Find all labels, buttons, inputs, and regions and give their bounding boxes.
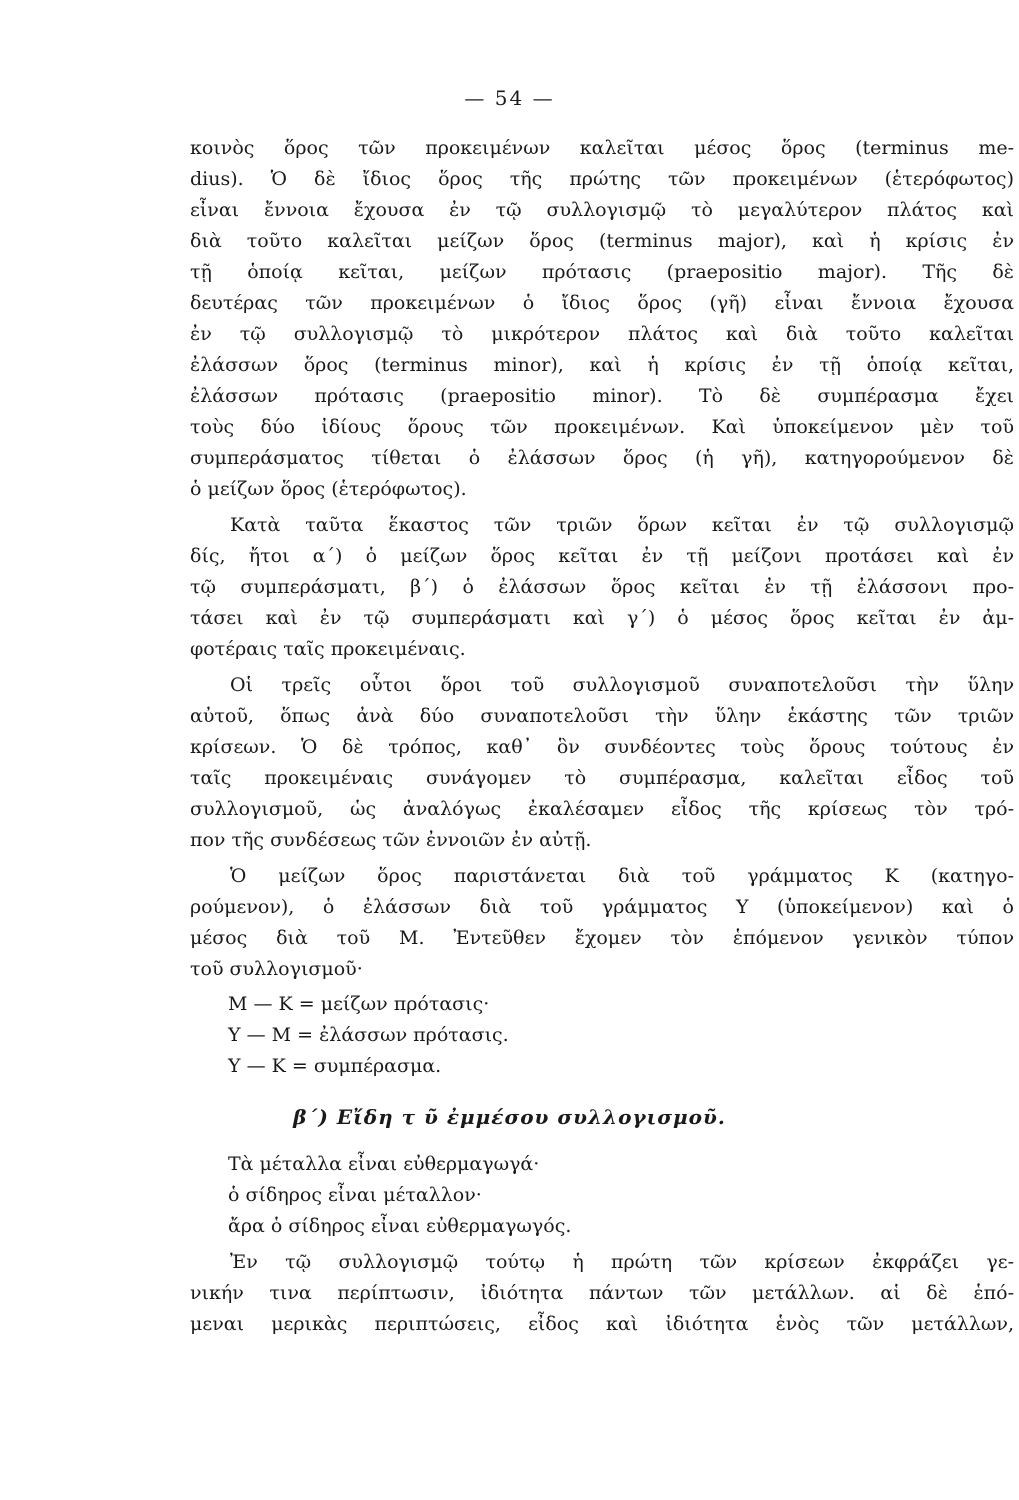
text-line: Τὰ μέταλλα εἶναι εὐθερμαγωγά· [228,1153,540,1175]
text-line: δευτέρας τῶν προκειμένων ὁ ἴδιος ὅρος (γῆ) εἶναι ἔννοια ἔχουσα [190,292,1014,314]
text-line: Κατὰ ταῦτα ἕκαστος τῶν τριῶν ὅρων κεῖται ἐν τῷ συλλογισμῷ [230,514,1014,536]
text-line: αὐτοῦ, ὅπως ἀνὰ δύο συναποτελοῦσι τὴν ὕλην ἑκάστης τῶν τριῶν [190,705,1014,727]
text-line: Οἱ τρεῖς οὗτοι ὅροι τοῦ συλλογισμοῦ συναποτελοῦσι τὴν ὕλην [230,674,1014,696]
text-line: διὰ τοῦτο καλεῖται μείζων ὅρος (terminus major), καὶ ἡ κρίσις ἐν [190,230,1014,252]
text-line: εἶναι ἔννοια ἔχουσα ἐν τῷ συλλογισμῷ τὸ μεγαλύτερον πλάτος καὶ [190,199,1014,221]
text-line: πον τῆς συνδέσεως τῶν ἐννοιῶν ἐν αὐτῇ. [190,829,592,851]
text-line: μεναι μερικὰς περιπτώσεις, εἶδος καὶ ἰδιότητα ἑνὸς τῶν μετάλλων, [190,1313,1014,1335]
text-line: τῷ συμπεράσματι, β΄) ὁ ἐλάσσων ὅρος κεῖται ἐν τῇ ἐλάσσονι προ- [190,576,1014,598]
text-line: Ὁ μείζων ὅρος παριστάνεται διὰ τοῦ γράμματος Κ (κατηγο- [230,865,1014,887]
text-line: ὁ μείζων ὅρος (ἑτερόφωτος). [190,478,467,500]
text-line: φοτέραις ταῖς προκειμέναις. [190,638,466,660]
text-line: μέσος διὰ τοῦ Μ. Ἐντεῦθεν ἔχομεν τὸν ἑπόμενον γενικὸν τύπον [190,927,1014,949]
text-line: ἐλάσσων ὅρος (terminus minor), καὶ ἡ κρίσις ἐν τῇ ὁποίᾳ κεῖται, [190,354,1014,376]
section-heading: β΄) Εἴδη τ ῦ ἐμμέσου συλλογισμοῦ. [293,1105,726,1129]
text-line: τοῦ συλλογισμοῦ· [190,958,363,980]
formula-line: Υ — Μ = ἐλάσσων πρότασις. [228,1024,509,1046]
text-line: Ἐν τῷ συλλογισμῷ τούτῳ ἡ πρώτη τῶν κρίσεων ἐκφράζει γε- [230,1251,1014,1273]
text-line: τῇ ὁποίᾳ κεῖται, μείζων πρότασις (praepositio major). Τῆς δὲ [190,261,1014,283]
text-line: τάσει καὶ ἐν τῷ συμπεράσματι καὶ γ΄) ὁ μέσος ὅρος κεῖται ἐν ἀμ- [190,607,1014,629]
text-line: ἐν τῷ συλλογισμῷ τὸ μικρότερον πλάτος καὶ διὰ τοῦτο καλεῖται [190,323,1014,345]
text-line: κοινὸς ὅρος τῶν προκειμένων καλεῖται μέσος ὅρος (terminus me- [190,137,1014,159]
text-line: dius). Ὁ δὲ ἴδιος ὅρος τῆς πρώτης τῶν προκειμένων (ἑτερόφωτος) [190,168,1014,190]
text-line: νικήν τινα περίπτωσιν, ἰδιότητα πάντων τῶν μετάλλων. αἱ δὲ ἑπό- [190,1282,1014,1304]
text-line: ἐλάσσων πρότασις (praepositio minor). Τὸ δὲ συμπέρασμα ἔχει [190,385,1014,407]
text-line: δίς, ἤτοι α΄) ὁ μείζων ὅρος κεῖται ἐν τῇ μείζονι προτάσει καὶ ἐν [190,545,1014,567]
formula-line: Υ — Κ = συμπέρασμα. [228,1055,442,1077]
text-line: ἄρα ὁ σίδηρος εἶναι εὐθερμαγωγός. [228,1215,572,1237]
formula-line: Μ — Κ = μείζων πρότασις· [228,993,490,1015]
text-line: ρούμενον), ὁ ἐλάσσων διὰ τοῦ γράμματος Υ (ὑποκείμενον) καὶ ὁ [190,896,1014,918]
text-line: ὁ σίδηρος εἶναι μέταλλον· [228,1184,482,1206]
text-line: συμπεράσματος τίθεται ὁ ἐλάσσων ὅρος (ἡ γῆ), κατηγορούμενον δὲ [190,447,1014,469]
text-line: ταῖς προκειμέναις συνάγομεν τὸ συμπέρασμα, καλεῖται εἶδος τοῦ [190,767,1014,789]
text-line: συλλογισμοῦ, ὡς ἀναλόγως ἐκαλέσαμεν εἶδος τῆς κρίσεως τὸν τρό- [190,798,1014,820]
page-number: — 54 — [464,86,555,110]
text-line: κρίσεων. Ὁ δὲ τρόπος, καθ᾽ ὃν συνδέοντες τοὺς ὅρους τούτους ἐν [190,736,1014,758]
text-line: τοὺς δύο ἰδίους ὅρους τῶν προκειμένων. Καὶ ὑποκείμενον μὲν τοῦ [190,416,1014,438]
